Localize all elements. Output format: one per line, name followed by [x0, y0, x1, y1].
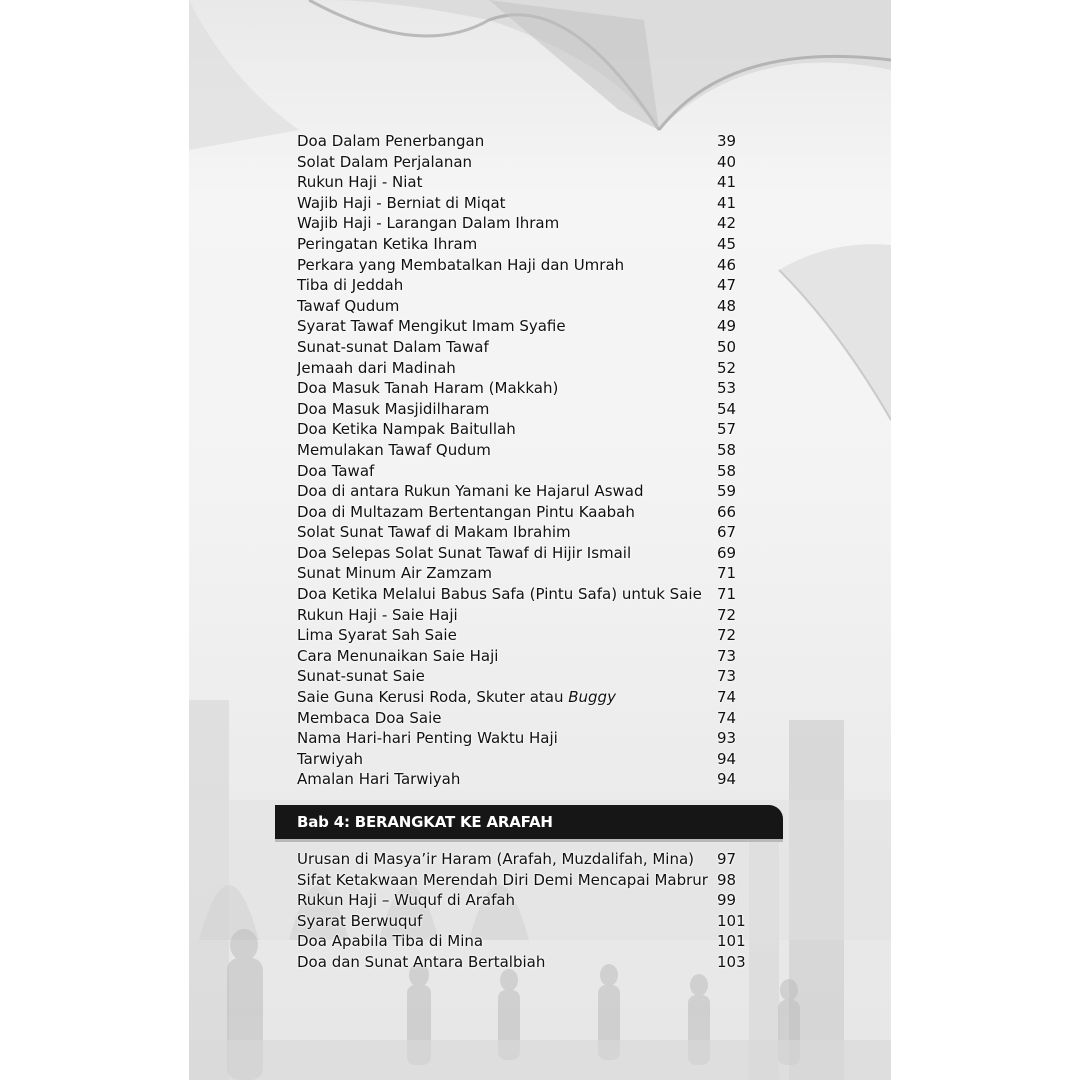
toc-entry-page-number: 94 [717, 770, 737, 789]
toc-entry [297, 625, 757, 646]
toc-entry [297, 131, 757, 152]
toc-entry-title: Rukun Haji - Niat [297, 173, 423, 192]
toc-entry-title: Doa di Multazam Bertentangan Pintu Kaabah [297, 502, 635, 521]
toc-entry-title: Doa Selepas Solat Sunat Tawaf di Hijir Ismail [297, 543, 632, 562]
toc-entry-title: Doa di antara Rukun Yamani ke Hajarul Aswad [297, 482, 644, 501]
toc-entry-page-number: 66 [717, 502, 737, 521]
toc-entry-page-number: 99 [717, 891, 737, 910]
toc-entry-page-number: 74 [717, 708, 737, 727]
toc-entry [297, 296, 757, 317]
toc-entry-page-number: 41 [717, 193, 737, 212]
toc-entry [297, 193, 757, 214]
toc-entry-title: Lima Syarat Sah Saie [297, 626, 457, 645]
toc-entry-title: Tarwiyah [297, 749, 364, 768]
toc-entry [297, 234, 757, 255]
toc-entry [297, 563, 757, 584]
toc-entry-page-number: 74 [717, 688, 737, 707]
toc-entry-title: Doa Masuk Masjidilharam [297, 399, 490, 418]
toc-entry-page-number: 53 [717, 379, 737, 398]
toc-entry-page-number: 46 [717, 255, 737, 274]
toc-entry [297, 769, 757, 790]
toc-entry-title: Syarat Tawaf Mengikut Imam Syafie [297, 317, 566, 336]
toc-entry-title: Wajib Haji - Larangan Dalam Ihram [297, 214, 560, 233]
table-of-contents [297, 131, 757, 790]
book-page [189, 0, 891, 1080]
toc-entry-page-number: 50 [717, 337, 737, 356]
toc-entry-title: Urusan di Masya’ir Haram (Arafah, Muzdalifah, Mina) [297, 850, 695, 868]
toc-entry [297, 890, 757, 911]
toc-entry-page-number: 73 [717, 646, 737, 665]
toc-entry-title: Doa Dalam Penerbangan [297, 132, 485, 150]
toc-entry-title: Doa Apabila Tiba di Mina [297, 932, 484, 951]
toc-entry [297, 172, 757, 193]
toc-entry-page-number: 97 [717, 850, 737, 868]
toc-entry-page-number: 48 [717, 296, 737, 315]
toc-entry-title: Solat Sunat Tawaf di Makam Ibrahim [297, 523, 571, 542]
toc-entry-page-number: 58 [717, 440, 737, 459]
toc-entry [297, 213, 757, 234]
toc-entry [297, 481, 757, 502]
toc-entry-title: Peringatan Ketika Ihram [297, 234, 478, 253]
toc-entry-title: Cara Menunaikan Saie Haji [297, 646, 499, 665]
toc-entry-title: Nama Hari-hari Penting Waktu Haji [297, 729, 558, 748]
toc-entry-title: Doa Ketika Melalui Babus Safa (Pintu Safa) untuk Saie [297, 585, 702, 604]
toc-entry [297, 749, 757, 770]
toc-entry [297, 502, 757, 523]
toc-entry-page-number: 47 [717, 276, 737, 295]
chapter-heading-bar [275, 805, 783, 839]
toc-entry [297, 440, 757, 461]
toc-entry-title: Membaca Doa Saie [297, 708, 442, 727]
toc-entry-page-number: 101 [717, 911, 746, 930]
toc-entry-page-number: 57 [717, 420, 737, 439]
toc-entry-page-number: 54 [717, 399, 737, 418]
toc-entry-title: Sunat Minum Air Zamzam [297, 564, 492, 583]
toc-entry [297, 358, 757, 379]
toc-entry-page-number: 69 [717, 543, 737, 562]
toc-entry-title: Jemaah dari Madinah [297, 358, 456, 377]
toc-entry-page-number: 93 [717, 729, 737, 748]
toc-entry [297, 419, 757, 440]
toc-entry-title: Doa Ketika Nampak Baitullah [297, 420, 516, 439]
toc-entry-page-number: 98 [717, 870, 737, 889]
toc-entry-title: Perkara yang Membatalkan Haji dan Umrah [297, 255, 625, 274]
toc-entry [297, 337, 757, 358]
toc-entry-page-number: 49 [717, 317, 737, 336]
toc-entry-title: Wajib Haji - Berniat di Miqat [297, 193, 506, 212]
toc-entry-page-number: 59 [717, 482, 737, 501]
toc-entry-title: Sunat-sunat Saie [297, 667, 425, 686]
toc-entry-page-number: 42 [717, 214, 737, 233]
toc-entry-title: Rukun Haji - Saie Haji [297, 605, 458, 624]
toc-entry-title: Doa Tawaf [297, 461, 375, 480]
toc-entry-page-number: 41 [717, 173, 737, 192]
toc-entry-page-number: 67 [717, 523, 737, 542]
toc-entry [297, 255, 757, 276]
toc-entry-page-number: 40 [717, 152, 737, 171]
toc-entry-page-number: 72 [717, 626, 737, 645]
toc-entry [297, 849, 757, 870]
toc-entry-title: Amalan Hari Tarwiyah [297, 770, 461, 789]
toc-entry-title: Saie Guna Kerusi Roda, Skuter atau Buggy [297, 688, 616, 707]
toc-entry-title: Tiba di Jeddah [297, 276, 404, 295]
toc-entry-page-number: 58 [717, 461, 737, 480]
toc-entry [297, 316, 757, 337]
chapter-4-contents [297, 849, 757, 973]
toc-entry-title: Tawaf Qudum [297, 296, 400, 315]
toc-entry-title-italic: Buggy [568, 688, 616, 707]
toc-entry [297, 687, 757, 708]
toc-entry [297, 399, 757, 420]
toc-entry-title: Sunat-sunat Dalam Tawaf [297, 337, 489, 356]
toc-entry-title: Sifat Ketakwaan Merendah Diri Demi Mencapai Mabrur [297, 870, 708, 889]
toc-entry [297, 543, 757, 564]
toc-entry-title: Memulakan Tawaf Qudum [297, 440, 491, 459]
toc-entry [297, 152, 757, 173]
toc-entry-page-number: 103 [717, 952, 746, 971]
toc-entry-page-number: 52 [717, 358, 737, 377]
toc-entry-page-number: 94 [717, 749, 737, 768]
toc-entry [297, 931, 757, 952]
toc-entry [297, 522, 757, 543]
toc-entry [297, 584, 757, 605]
toc-entry-title: Solat Dalam Perjalanan [297, 152, 473, 171]
toc-entry-page-number: 71 [717, 564, 737, 583]
toc-entry-page-number: 45 [717, 234, 737, 253]
toc-entry-page-number: 39 [717, 132, 737, 150]
toc-entry-title: Rukun Haji – Wuquf di Arafah [297, 891, 516, 910]
toc-entry [297, 666, 757, 687]
toc-entry [297, 461, 757, 482]
toc-entry [297, 728, 757, 749]
toc-entry-page-number: 73 [717, 667, 737, 686]
toc-entry [297, 605, 757, 626]
toc-entry [297, 911, 757, 932]
toc-entry [297, 275, 757, 296]
toc-entry [297, 870, 757, 891]
toc-entry [297, 646, 757, 667]
toc-entry-title: Doa dan Sunat Antara Bertalbiah [297, 952, 546, 971]
toc-entry-title: Syarat Berwuquf [297, 911, 423, 930]
toc-entry-page-number: 71 [717, 585, 737, 604]
chapter-heading: Bab 4: BERANGKAT KE ARAFAH [297, 813, 553, 831]
toc-entry [297, 952, 757, 973]
toc-entry-title: Doa Masuk Tanah Haram (Makkah) [297, 379, 559, 398]
toc-entry-page-number: 101 [717, 932, 746, 951]
toc-entry [297, 708, 757, 729]
toc-entry-page-number: 72 [717, 605, 737, 624]
toc-entry [297, 378, 757, 399]
